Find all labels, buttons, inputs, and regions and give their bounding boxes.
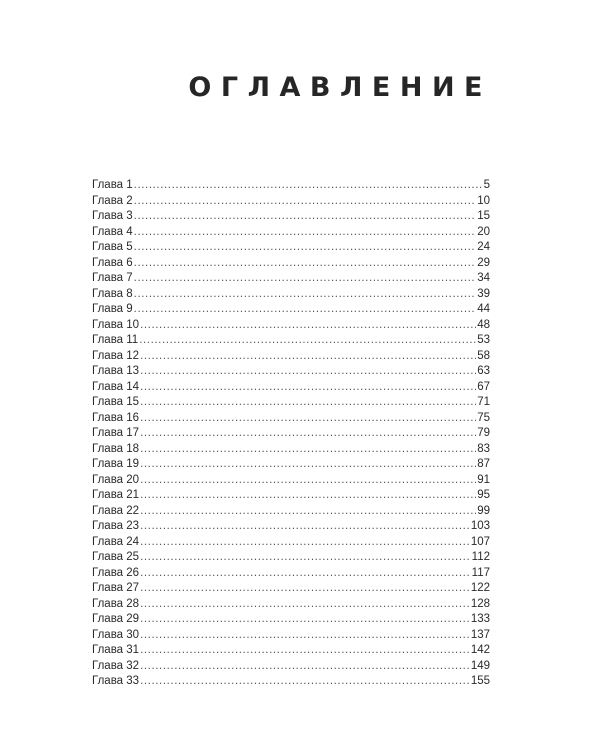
toc-page-number: 58 <box>477 349 490 362</box>
toc-chapter-label: Глава 17 <box>92 427 140 439</box>
toc-chapter-label: Глава 8 <box>92 287 133 300</box>
toc-dot-leader <box>140 597 470 613</box>
toc-entry <box>92 566 490 582</box>
toc-dot-leader <box>134 194 477 210</box>
toc-dot-leader <box>140 318 476 334</box>
toc-dot-leader <box>140 504 476 520</box>
toc-page-number: 95 <box>477 489 490 501</box>
toc-dot-leader <box>140 426 476 442</box>
toc-chapter-label: Глава 4 <box>92 225 133 238</box>
toc-chapter-label: Глава 15 <box>92 396 140 408</box>
toc-entry <box>92 659 490 675</box>
toc-dot-leader <box>140 643 470 659</box>
toc-dot-leader <box>134 271 477 287</box>
page-title: ОГЛАВЛЕНИЕ <box>188 72 492 103</box>
toc-chapter-label: Глава 16 <box>92 411 140 424</box>
toc-page-number: 155 <box>470 675 490 687</box>
table-of-contents <box>92 178 490 690</box>
toc-chapter-label: Глава 21 <box>92 489 140 501</box>
toc-dot-leader <box>140 364 476 380</box>
toc-chapter-label: Глава 31 <box>92 644 140 656</box>
toc-page-number: 44 <box>477 303 490 315</box>
toc-dot-leader <box>140 457 476 473</box>
toc-page-number: 83 <box>477 442 490 455</box>
toc-entry <box>92 318 490 334</box>
toc-entry <box>92 473 490 489</box>
toc-dot-leader <box>140 411 476 427</box>
toc-entry <box>92 597 490 613</box>
toc-chapter-label: Глава 25 <box>92 551 140 563</box>
toc-chapter-label: Глава 2 <box>92 194 133 207</box>
toc-page-number: 107 <box>470 535 490 548</box>
toc-page-number: 103 <box>470 520 490 532</box>
toc-dot-leader <box>134 225 477 241</box>
toc-page-number: 137 <box>470 628 490 641</box>
toc-dot-leader <box>140 473 476 489</box>
toc-chapter-label: Глава 29 <box>92 613 140 625</box>
toc-dot-leader <box>140 674 470 690</box>
toc-entry <box>92 612 490 628</box>
toc-entry <box>92 349 490 365</box>
toc-chapter-label: Глава 23 <box>92 520 140 532</box>
toc-chapter-label: Глава 22 <box>92 504 140 517</box>
toc-chapter-label: Глава 11 <box>92 334 139 346</box>
toc-entry <box>92 395 490 411</box>
toc-entry <box>92 581 490 597</box>
toc-page-number: 34 <box>477 272 490 284</box>
toc-page-number: 87 <box>477 458 490 470</box>
toc-chapter-label: Глава 28 <box>92 597 140 610</box>
toc-page-number: 15 <box>477 210 490 222</box>
toc-page-number: 149 <box>470 659 490 672</box>
toc-entry <box>92 271 490 287</box>
toc-entry <box>92 457 490 473</box>
toc-page-number: 67 <box>477 380 490 393</box>
toc-entry <box>92 519 490 535</box>
toc-dot-leader <box>140 659 470 675</box>
toc-entry <box>92 194 490 210</box>
toc-dot-leader <box>134 302 477 318</box>
toc-page-number: 79 <box>477 427 490 439</box>
toc-dot-leader <box>134 287 477 303</box>
toc-entry <box>92 411 490 427</box>
toc-chapter-label: Глава 1 <box>92 179 133 191</box>
toc-entry <box>92 504 490 520</box>
toc-dot-leader <box>140 535 470 551</box>
toc-dot-leader <box>140 550 471 566</box>
toc-entry <box>92 550 490 566</box>
toc-entry <box>92 643 490 659</box>
toc-dot-leader <box>134 178 483 194</box>
toc-entry <box>92 426 490 442</box>
toc-entry <box>92 674 490 690</box>
toc-entry <box>92 209 490 225</box>
toc-entry <box>92 256 490 272</box>
toc-page-number: 53 <box>477 334 490 346</box>
toc-chapter-label: Глава 13 <box>92 365 140 377</box>
toc-dot-leader <box>140 519 470 535</box>
toc-chapter-label: Глава 20 <box>92 473 140 486</box>
toc-dot-leader <box>140 442 476 458</box>
toc-entry <box>92 302 490 318</box>
toc-chapter-label: Глава 10 <box>92 318 140 331</box>
toc-entry <box>92 442 490 458</box>
toc-entry <box>92 380 490 396</box>
toc-dot-leader <box>140 395 476 411</box>
toc-chapter-label: Глава 32 <box>92 659 140 672</box>
toc-page-number: 122 <box>470 582 490 594</box>
toc-chapter-label: Глава 5 <box>92 241 133 253</box>
toc-chapter-label: Глава 3 <box>92 210 133 222</box>
toc-entry <box>92 488 490 504</box>
toc-dot-leader <box>140 628 470 644</box>
toc-dot-leader <box>139 333 476 349</box>
toc-entry <box>92 628 490 644</box>
toc-dot-leader <box>140 349 476 365</box>
toc-dot-leader <box>134 256 477 272</box>
toc-page-number: 75 <box>477 411 490 424</box>
toc-page-number: 133 <box>470 613 490 625</box>
toc-page-number: 20 <box>477 225 490 238</box>
toc-page-number: 112 <box>471 551 490 563</box>
toc-chapter-label: Глава 6 <box>92 256 133 269</box>
toc-dot-leader <box>140 488 476 504</box>
toc-entry <box>92 333 490 349</box>
toc-entry <box>92 364 490 380</box>
toc-page-number: 99 <box>477 504 490 517</box>
toc-entry <box>92 535 490 551</box>
toc-page-number: 142 <box>470 644 490 656</box>
toc-page-number: 91 <box>477 473 490 486</box>
toc-dot-leader <box>140 380 476 396</box>
toc-page-number: 29 <box>477 256 490 269</box>
toc-chapter-label: Глава 33 <box>92 675 140 687</box>
toc-chapter-label: Глава 24 <box>92 535 140 548</box>
toc-page-number: 117 <box>471 566 490 579</box>
toc-page-number: 5 <box>483 179 490 191</box>
toc-chapter-label: Глава 7 <box>92 272 133 284</box>
toc-chapter-label: Глава 27 <box>92 582 140 594</box>
toc-chapter-label: Глава 14 <box>92 380 140 393</box>
toc-chapter-label: Глава 9 <box>92 303 133 315</box>
toc-dot-leader <box>134 209 477 225</box>
toc-dot-leader <box>140 612 470 628</box>
toc-page-number: 48 <box>477 318 490 331</box>
toc-chapter-label: Глава 19 <box>92 458 140 470</box>
toc-page-number: 71 <box>477 396 490 408</box>
toc-chapter-label: Глава 18 <box>92 442 140 455</box>
toc-page-number: 24 <box>477 241 490 253</box>
toc-page-number: 63 <box>477 365 490 377</box>
toc-entry <box>92 287 490 303</box>
toc-dot-leader <box>140 566 471 582</box>
toc-entry <box>92 225 490 241</box>
toc-page-number: 10 <box>477 194 490 207</box>
toc-dot-leader <box>134 240 477 256</box>
toc-page-number: 39 <box>477 287 490 300</box>
toc-chapter-label: Глава 26 <box>92 566 140 579</box>
toc-entry <box>92 178 490 194</box>
toc-chapter-label: Глава 12 <box>92 349 140 362</box>
toc-page-number: 128 <box>470 597 490 610</box>
toc-chapter-label: Глава 30 <box>92 628 140 641</box>
toc-dot-leader <box>140 581 470 597</box>
toc-entry <box>92 240 490 256</box>
